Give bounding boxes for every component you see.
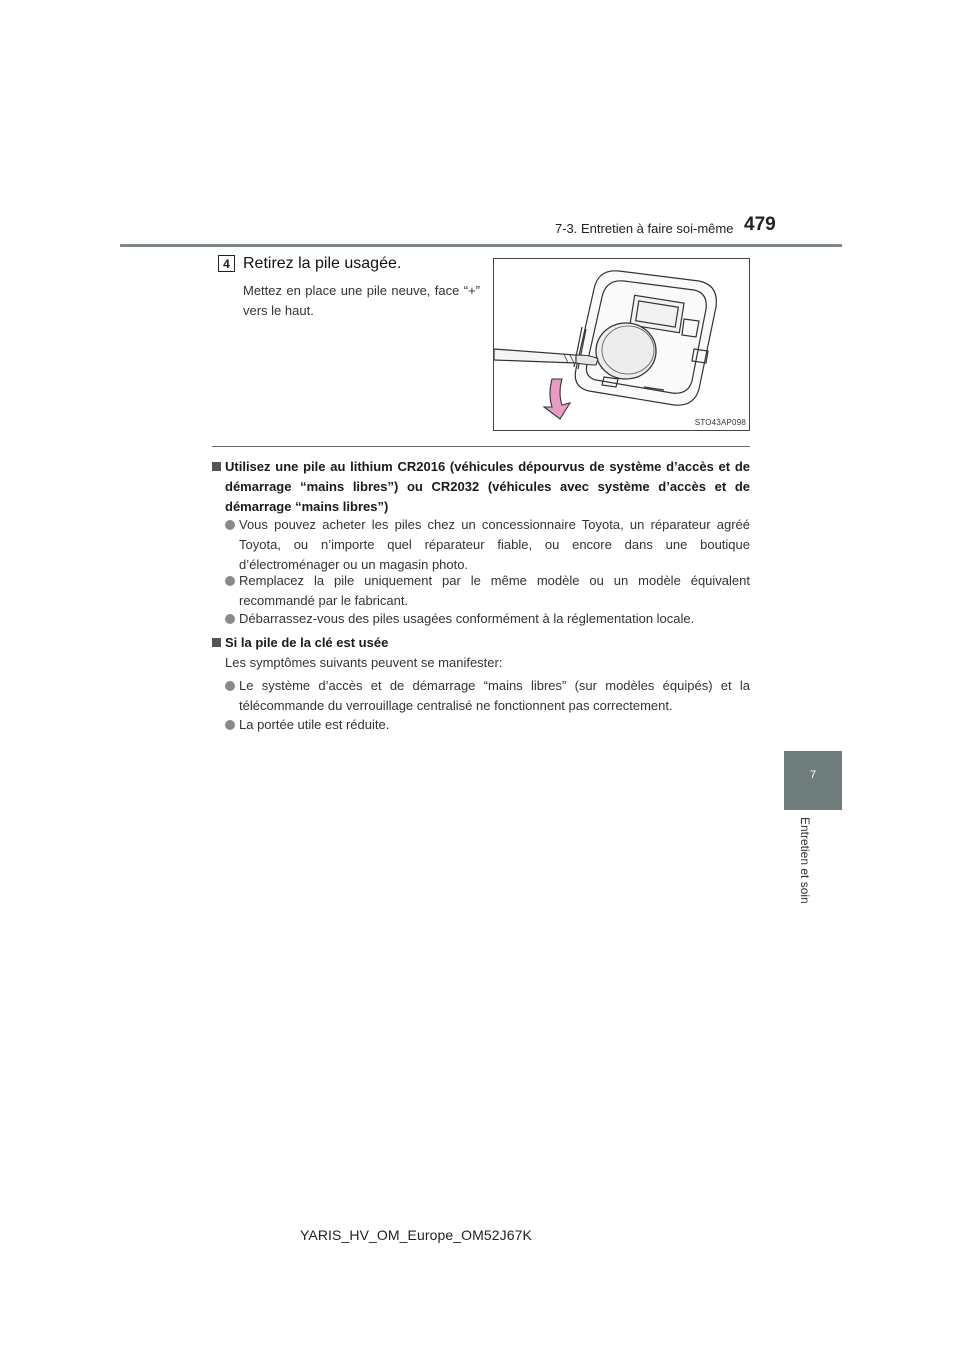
list-item: Remplacez la pile uniquement par le même modèle ou un modèle équivalent recommandé par le fabricant. — [225, 571, 750, 611]
chapter-tab — [784, 751, 842, 810]
direction-arrow — [544, 379, 570, 419]
round-bullet-icon — [225, 520, 235, 530]
page-number: 479 — [744, 214, 776, 235]
square-bullet-icon — [212, 462, 221, 471]
key-fob-drawing — [494, 259, 750, 431]
section-divider — [212, 446, 750, 447]
round-bullet-icon — [225, 720, 235, 730]
figure-code: STO43AP098 — [694, 418, 746, 427]
note-intro: Les symptômes suivants peuvent se manifester: — [225, 655, 503, 670]
note-heading-battery-low: Si la pile de la clé est usée — [212, 633, 750, 653]
battery-removal-illustration — [493, 258, 750, 431]
note-heading-battery-type: Utilisez une pile au lithium CR2016 (véhicules dépourvus de système d’accès et de démarrage “mains libres”) ou CR2032 (véhicules avec système d’accès et de démarrage “mains libres”) — [212, 457, 750, 517]
square-bullet-icon — [212, 638, 221, 647]
step-title: Retirez la pile usagée. — [243, 255, 402, 272]
chapter-number: 7 — [809, 769, 817, 781]
list-item: La portée utile est réduite. — [225, 715, 750, 735]
header-rule — [120, 244, 842, 247]
list-item: Vous pouvez acheter les piles chez un concessionnaire Toyota, un réparateur agréé Toyota, ou n’importe quel réparateur fiable, ou encore dans une boutique d’électroménager ou un magasin photo. — [225, 515, 750, 575]
chapter-title: Entretien et soin — [798, 817, 812, 904]
round-bullet-icon — [225, 681, 235, 691]
chapter-label — [798, 817, 814, 927]
round-bullet-icon — [225, 576, 235, 586]
list-item: Débarrassez-vous des piles usagées conformément à la réglementation locale. — [225, 609, 750, 629]
list-item: Le système d’accès et de démarrage “mains libres” (sur modèles équipés) et la télécommande du verrouillage centralisé ne fonctionnent pas correctement. — [225, 676, 750, 716]
document-id: YARIS_HV_OM_Europe_OM52J67K — [300, 1227, 532, 1243]
step-body: Mettez en place une pile neuve, face “+” vers le haut. — [243, 283, 480, 318]
round-bullet-icon — [225, 614, 235, 624]
section-title: 7-3. Entretien à faire soi-même — [555, 221, 734, 236]
step-number-box: 4 — [218, 255, 235, 272]
